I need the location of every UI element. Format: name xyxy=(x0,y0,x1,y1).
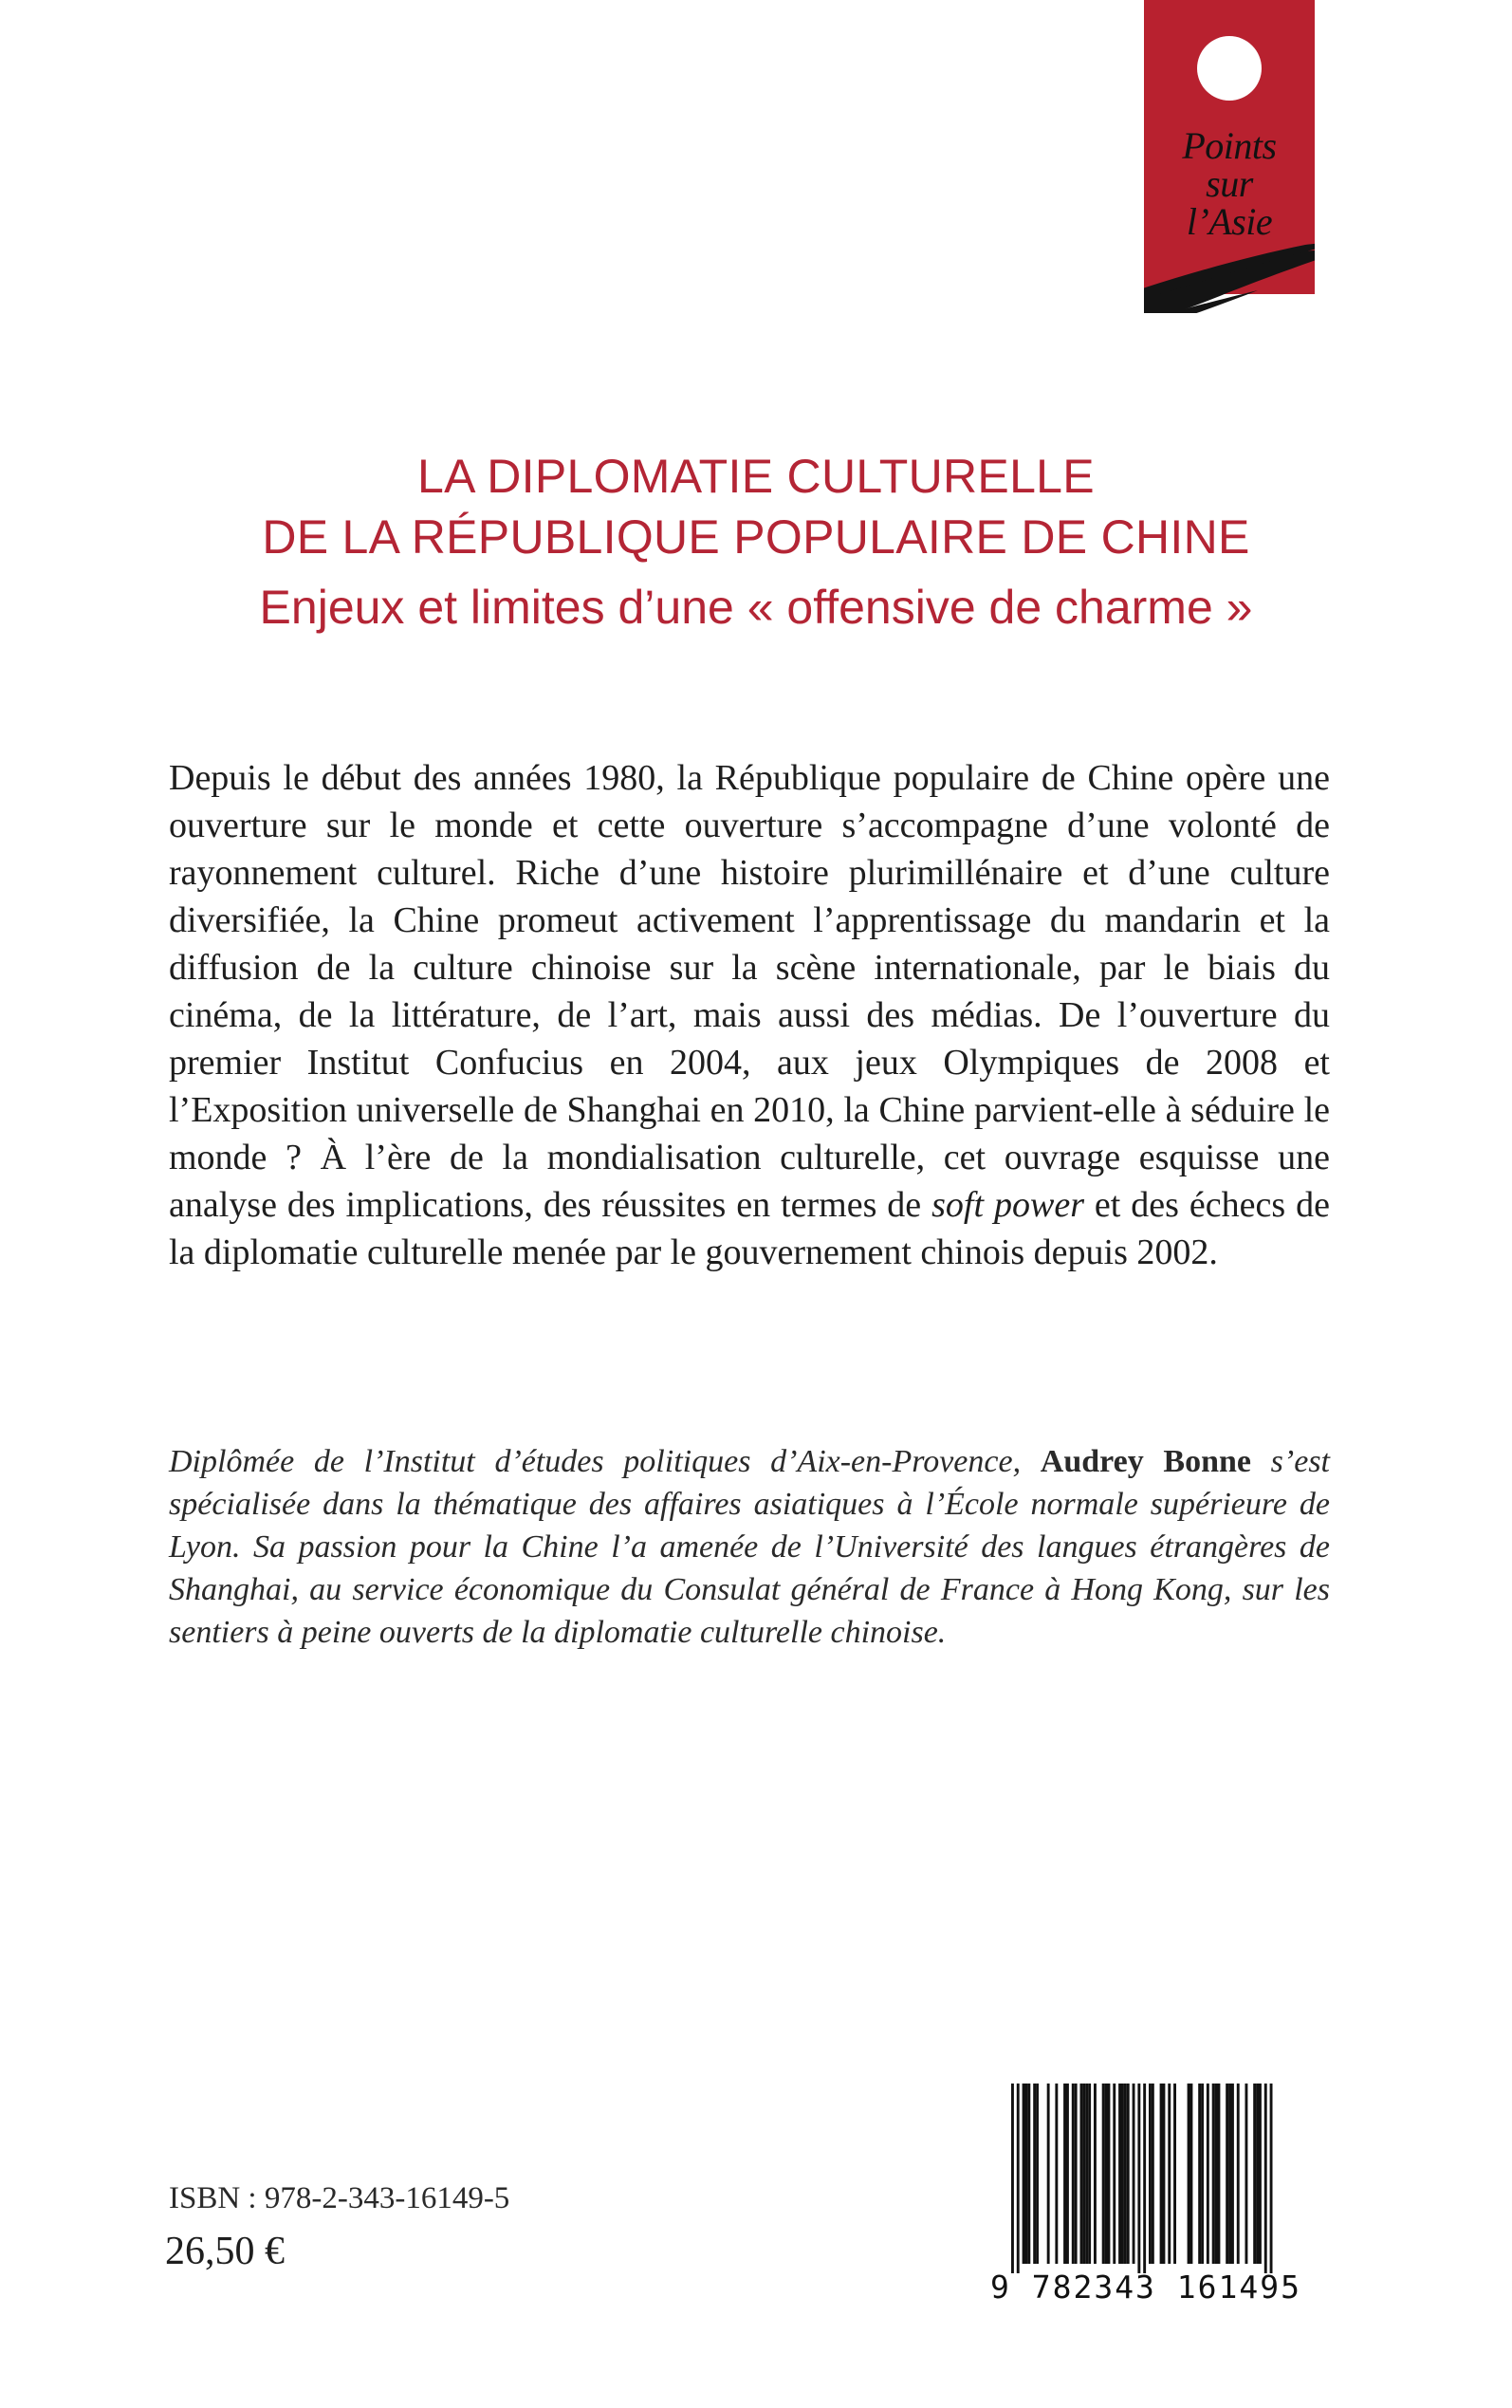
barcode-bar xyxy=(1237,2084,1240,2264)
blurb-text-part2: et des échecs de la diplomatie culturelle menée par le gouvernement chinois depuis 2002. xyxy=(169,1185,1330,1272)
ribbon-dot-icon xyxy=(1197,36,1262,101)
barcode-bar xyxy=(1066,2084,1069,2264)
barcode-digits: 9 782343 161495 xyxy=(989,2269,1301,2306)
title-line-2: DE LA RÉPUBLIQUE POPULAIRE DE CHINE xyxy=(262,510,1250,564)
barcode-bar xyxy=(1143,2084,1146,2273)
barcode-bar xyxy=(1198,2084,1201,2264)
barcode-bar xyxy=(1063,2084,1066,2264)
barcode-bar xyxy=(1113,2084,1116,2264)
barcode-bar xyxy=(1102,2084,1105,2264)
author-bio xyxy=(169,1440,1330,1654)
barcode-bar xyxy=(1055,2084,1058,2264)
barcode-bar xyxy=(1011,2084,1014,2273)
barcode-bar xyxy=(1023,2084,1025,2264)
barcode-bar xyxy=(1118,2084,1121,2264)
series-name-line3: l’Asie xyxy=(1186,200,1273,243)
barcode-bar xyxy=(1047,2084,1050,2264)
barcode-bars xyxy=(983,2084,1309,2273)
book-price: 26,50 € xyxy=(165,2230,285,2273)
back-cover-blurb xyxy=(169,754,1330,1276)
barcode-bar xyxy=(1163,2084,1166,2264)
barcode-bar xyxy=(1088,2084,1091,2264)
author-name: Audrey Bonne xyxy=(1040,1444,1251,1479)
barcode-bar xyxy=(1228,2084,1231,2264)
barcode-bar xyxy=(1270,2084,1273,2273)
barcode-bar xyxy=(1215,2084,1218,2264)
barcode-bar xyxy=(1105,2084,1108,2264)
isbn-number: ISBN : 978-2-343-16149-5 xyxy=(169,2181,510,2215)
blurb-emphasis: soft power xyxy=(931,1185,1084,1225)
barcode xyxy=(983,2084,1309,2298)
barcode-bar xyxy=(1264,2084,1267,2273)
barcode-bar xyxy=(1133,2084,1135,2264)
bio-text-part2: s’est spécialisée dans la thématique des affaires asiatiques à l’École normale supérieure de Lyon. Sa passion pour la Chine l’a amenée de l’Université des langues étrangères de Shanghai, au service économique du Consulat général de France à Hong Kong, sur les sentiers à peine ouverts de la diplomatie culturelle chinoise. xyxy=(169,1444,1330,1650)
title-line-1: LA DIPLOMATIE CULTURELLE xyxy=(417,450,1095,503)
barcode-bar xyxy=(1072,2084,1075,2264)
barcode-bar xyxy=(1152,2084,1154,2264)
series-name-line2: sur xyxy=(1206,162,1253,205)
barcode-bar xyxy=(1188,2084,1190,2264)
barcode-bar xyxy=(1075,2084,1078,2264)
barcode-bar xyxy=(1218,2084,1221,2264)
barcode-bar xyxy=(1201,2084,1204,2264)
book-title xyxy=(0,446,1512,638)
blurb-text-part1: Depuis le début des années 1980, la République populaire de Chine opère une ouverture sur le monde et cette ouverture s’accompagne d’une volonté de rayonnement culturel. Riche d’une histoire plurimillénaire et d’une culture diversifiée, la Chine promeut activement l’apprentissage du mandarin et la diffusion de la culture chinoise sur la scène internationale, par le biais du cinéma, de la littérature, de l’art, mais aussi des médias. De l’ouverture du premier Institut Confucius en 2004, aux jeux Olympiques de 2008 et l’Exposition universelle de Shanghai en 2010, la Chine parvient-elle à séduire le monde ? À l’ère de la mondialisation culturelle, cet ouvrage esquisse une analyse des implications, des réussites en termes de xyxy=(169,758,1330,1225)
barcode-bar xyxy=(1259,2084,1262,2264)
barcode-bar xyxy=(1245,2084,1248,2264)
barcode-bar xyxy=(1085,2084,1088,2264)
barcode-bar xyxy=(1149,2084,1152,2264)
bio-text-part1: Diplômée de l’Institut d’études politiques d’Aix-en-Provence, xyxy=(169,1444,1041,1479)
barcode-bar xyxy=(1080,2084,1083,2264)
barcode-bar xyxy=(1231,2084,1234,2264)
barcode-bar xyxy=(1256,2084,1259,2264)
barcode-bar xyxy=(1207,2084,1209,2264)
barcode-bar xyxy=(1036,2084,1039,2264)
barcode-bar xyxy=(1160,2084,1163,2264)
barcode-bar xyxy=(1173,2084,1176,2264)
barcode-bar xyxy=(1082,2084,1085,2264)
series-name-line1: Points xyxy=(1182,124,1277,167)
book-subtitle: Enjeux et limites d’une « offensive de charme » xyxy=(259,581,1253,634)
barcode-bar xyxy=(1094,2084,1097,2264)
barcode-bar xyxy=(1127,2084,1130,2264)
barcode-bar xyxy=(1033,2084,1036,2264)
barcode-bar xyxy=(1121,2084,1124,2264)
barcode-bar xyxy=(1017,2084,1020,2273)
barcode-bar xyxy=(1025,2084,1028,2264)
barcode-bar xyxy=(1253,2084,1256,2264)
barcode-bar xyxy=(1137,2084,1140,2273)
barcode-bar xyxy=(1108,2084,1111,2264)
barcode-bar xyxy=(1168,2084,1171,2264)
barcode-bar xyxy=(1124,2084,1127,2264)
barcode-bar xyxy=(1212,2084,1215,2264)
barcode-bar xyxy=(1190,2084,1193,2264)
barcode-bar xyxy=(1027,2084,1030,2264)
barcode-bar xyxy=(1226,2084,1228,2264)
